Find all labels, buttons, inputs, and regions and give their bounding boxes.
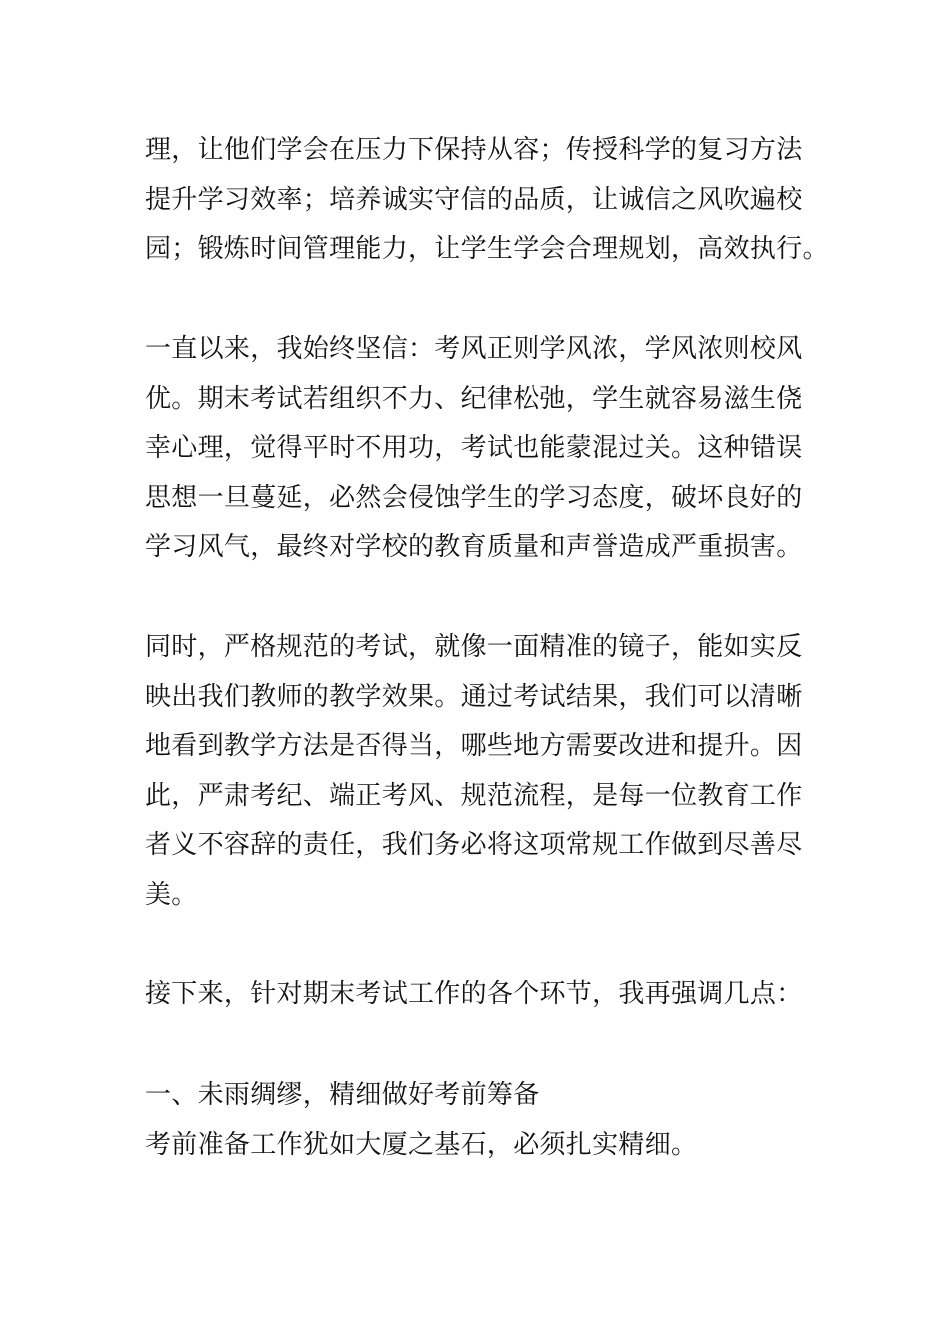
- paragraph-line: 映出我们教师的教学效果。通过考试结果，我们可以清晰: [145, 681, 803, 712]
- paragraph-4: [145, 970, 825, 1020]
- paragraph-2: [145, 325, 825, 573]
- paragraph-line: 提升学习效率；培养诚实守信的品质，让诚信之风吹遍校: [145, 184, 803, 215]
- paragraph-line: 优。期末考试若组织不力、纪律松弛，学生就容易滋生侥: [145, 383, 803, 414]
- paragraph-line: 者义不容辞的责任，我们务必将这项常规工作做到尽善尽: [145, 830, 803, 860]
- paragraph-line: 地看到教学方法是否得当，哪些地方需要改进和提升。因: [145, 731, 803, 761]
- paragraph-line: 此，严肃考纪、端正考风、规范流程，是每一位教育工作: [145, 780, 803, 811]
- paragraph-line: 思想一旦蔓延，必然会侵蚀学生的学习态度，破坏良好的: [145, 482, 803, 513]
- paragraph-line: 理，让他们学会在压力下保持从容；传授科学的复习方法: [145, 135, 803, 165]
- paragraph-line: 园；锻炼时间管理能力，让学生学会合理规划，高效执行。: [145, 234, 829, 264]
- paragraph-line: 美。: [145, 879, 198, 910]
- paragraph-line: 同时，严格规范的考试，就像一面精准的镜子，能如实反: [145, 632, 803, 662]
- paragraph-line: 一直以来，我始终坚信：考风正则学风浓，学风浓则校风: [145, 334, 803, 364]
- paragraph-line: 幸心理，觉得平时不用功，考试也能蒙混过关。这种错误: [145, 433, 803, 463]
- section-heading: 一、未雨绸缪，精细做好考前筹备: [145, 1080, 540, 1110]
- paragraph-line: 考前准备工作犹如大厦之基石，必须扎实精细。: [145, 1129, 698, 1160]
- section-heading-block: [145, 1071, 825, 1170]
- paragraph-3: [145, 623, 825, 920]
- paragraph-line: 接下来，针对期末考试工作的各个环节，我再强调几点：: [145, 979, 803, 1009]
- paragraph-line: 学习风气，最终对学校的教育质量和声誉造成严重损害。: [145, 532, 803, 562]
- paragraph-1: [145, 126, 829, 275]
